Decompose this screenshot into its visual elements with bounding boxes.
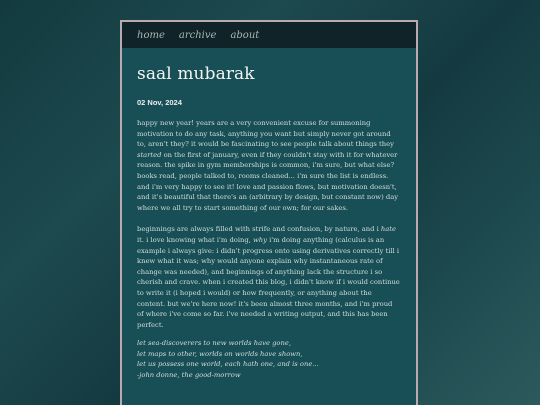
p2-emphasis-why: why xyxy=(252,235,267,244)
p1-text-a: happy new year! years are a very convenient excuse for summoning motivation to do any task, anything you want but simply never got around to, aren't they? it would be fascinating to see people talk about things they xyxy=(137,119,394,149)
post-frame xyxy=(120,20,418,405)
poem-line-2: let maps to other, worlds on worlds have shown, xyxy=(137,349,303,358)
p1-emphasis-started: started xyxy=(137,150,162,159)
nav-about-link[interactable]: about xyxy=(230,29,260,41)
p2-text-e: i'm doing anything (calculus is an example i always give: i didn't progress onto using derivatives correctly till i knew what it was; why would anyone explain why instantaneous rate of change was needed), and beginnings of anything lack the structure i so cherish and crave. when i created this blog, i didn't know if i would continue to write it (i hoped i would) or how frequently, or anything about the content. but we're here now! it's been almost three months, and i'm proud of where i've come so far. i've needed a writing output, and this has been perfect. xyxy=(137,235,400,329)
top-nav xyxy=(122,22,416,48)
poem-quote xyxy=(137,338,401,380)
poem-line-3: let us possess one world, each hath one, and is one... xyxy=(137,360,319,369)
p1-text-c: on the first of january, even if they couldn't stay with it for whatever reason. the spike in gym memberships is common, i'm sure, but what else? books read, people talked to, rooms cleaned... i'm sure the list is endless. and i'm very happy to see it! love and passion flows, but motivation doesn't, and it's beautiful that there's an (arbitrary by design, but constant now) day where we all try to start something of our own; for our sakes. xyxy=(137,150,399,212)
p2-emphasis-hate: hate xyxy=(380,225,397,234)
poem-line-1: let sea-discoverers to new worlds have gone, xyxy=(137,339,291,348)
p2-text-a: beginnings are always filled with strife and confusion, by nature, and i xyxy=(137,225,381,234)
post-date: 02 Nov, 2024 xyxy=(137,98,182,107)
post-paragraph-2 xyxy=(137,224,401,330)
post-content xyxy=(122,64,416,381)
post-title: saal mubarak xyxy=(137,64,255,84)
nav-archive-link[interactable]: archive xyxy=(178,29,217,41)
poem-attribution: -john donne, the good-morrow xyxy=(137,371,241,380)
p2-text-c: it. i love knowing what i'm doing, xyxy=(137,235,253,244)
nav-home-link[interactable]: home xyxy=(137,29,165,41)
post-paragraph-1 xyxy=(137,118,401,213)
